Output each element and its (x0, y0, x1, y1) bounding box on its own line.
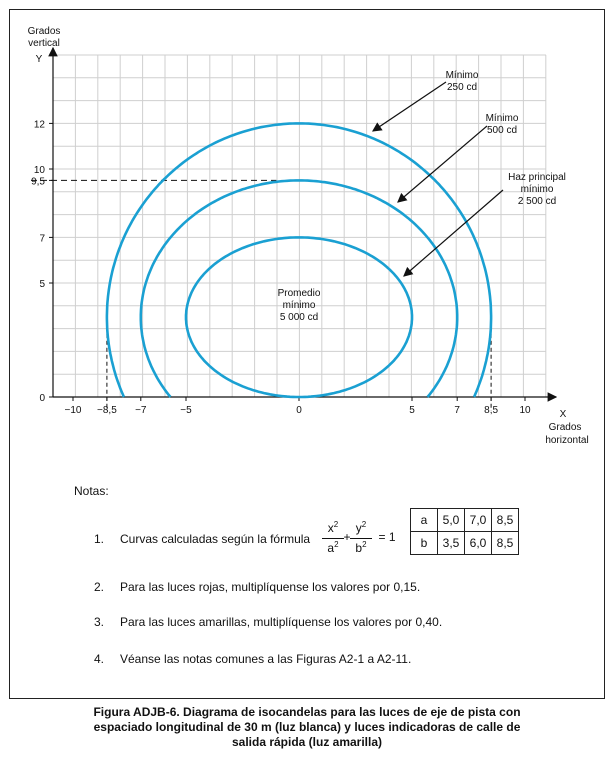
x-tick-label: −5 (180, 405, 192, 416)
x-axis-title: horizontal (545, 435, 589, 446)
x-tick-label: −7 (135, 405, 147, 416)
x-tick-label: 10 (519, 405, 531, 416)
y-tick-label: 7 (39, 233, 45, 245)
axes (28, 26, 589, 446)
formula-equals: = 1 (378, 530, 396, 544)
table-cell: 8,5 (492, 532, 519, 555)
y-axis-title: vertical (28, 38, 60, 49)
annotation-label: 500 cd (486, 125, 518, 136)
ellipse-parameters-table (410, 508, 519, 555)
formula-plus: + (343, 530, 351, 544)
center-label: mínimo (282, 300, 316, 311)
caption-line-1: Figura ADJB-6. Diagrama de isocandelas para las luces de eje de pista con (93, 705, 521, 719)
x-tick-label: 5 (409, 405, 415, 416)
table-cell: 3,5 (438, 532, 465, 555)
note-number: 4. (94, 652, 105, 666)
notes-title: Notas: (74, 484, 109, 498)
note-4 (94, 652, 411, 666)
caption-line-2: espaciado longitudinal de 30 m (luz blanca) y luces indicadoras de calle de (93, 720, 521, 734)
x-axis-title: Grados (548, 422, 582, 433)
annotation-label: Haz principal (508, 172, 566, 183)
caption-line-3: salida rápida (luz amarilla) (231, 735, 383, 749)
note-number: 1. (94, 532, 105, 546)
x-axis-letter: X (559, 409, 567, 420)
table-cell: 6,0 (465, 532, 492, 555)
formula-denominator-a: $a^2$ (327, 540, 339, 555)
y-axis-title: Grados (27, 26, 61, 37)
formula-denominator-b: $b^2$ (355, 540, 367, 555)
note-text: Para las luces rojas, multiplíquense los valores por 0,15. (120, 580, 421, 594)
y-tick-label: 5 (39, 279, 45, 290)
center-label: 5 000 cd (279, 312, 319, 323)
note-number: 3. (94, 615, 105, 629)
table-cell: 7,0 (465, 509, 492, 532)
y-tick-label: 0 (39, 393, 45, 404)
formula-numerator-y: $y^2$ (355, 520, 367, 535)
x-tick-label: 0 (296, 405, 302, 416)
grid (53, 55, 546, 397)
y-tick-label: 10 (33, 165, 45, 176)
note-text: Véanse las notas comunes a las Figuras A2-1 a A2-11. (120, 652, 412, 666)
formula-numerator-x: $x^2$ (327, 520, 339, 535)
center-label: Promedio (277, 288, 321, 299)
table-cell: 5,0 (438, 509, 465, 532)
table-key: a (411, 509, 438, 532)
table-row-a (411, 509, 519, 532)
chart-labels (278, 70, 566, 323)
annotation-label: mínimo (520, 184, 554, 195)
note-2 (94, 580, 420, 594)
y-axis-letter: Y (35, 54, 43, 65)
x-tick-label: 7 (454, 405, 460, 416)
table-key: b (411, 532, 438, 555)
note-text: Para las luces amarillas, multiplíquense los valores por 0,40. (120, 615, 443, 629)
note-text: Curvas calculadas según la fórmula (120, 532, 311, 546)
annotation-label: Mínimo (485, 113, 519, 124)
y-tick-label: 12 (33, 119, 45, 131)
y-tick-label: 9,5 (31, 176, 45, 188)
annotation-label: Mínimo (445, 70, 479, 81)
x-tick-label: −10 (64, 405, 82, 416)
annotation-label: 250 cd (446, 82, 478, 93)
note-number: 2. (94, 580, 105, 594)
figure-caption (60, 705, 554, 750)
table-row-b (411, 532, 519, 555)
x-tick-label: 8,5 (484, 405, 499, 416)
ellipse-formula (322, 520, 396, 564)
table-cell: 8,5 (492, 509, 519, 532)
x-tick-label: −8,5 (97, 405, 117, 416)
annotation-label: 2 500 cd (517, 196, 557, 207)
note-3 (94, 615, 442, 629)
note-1 (94, 532, 310, 546)
